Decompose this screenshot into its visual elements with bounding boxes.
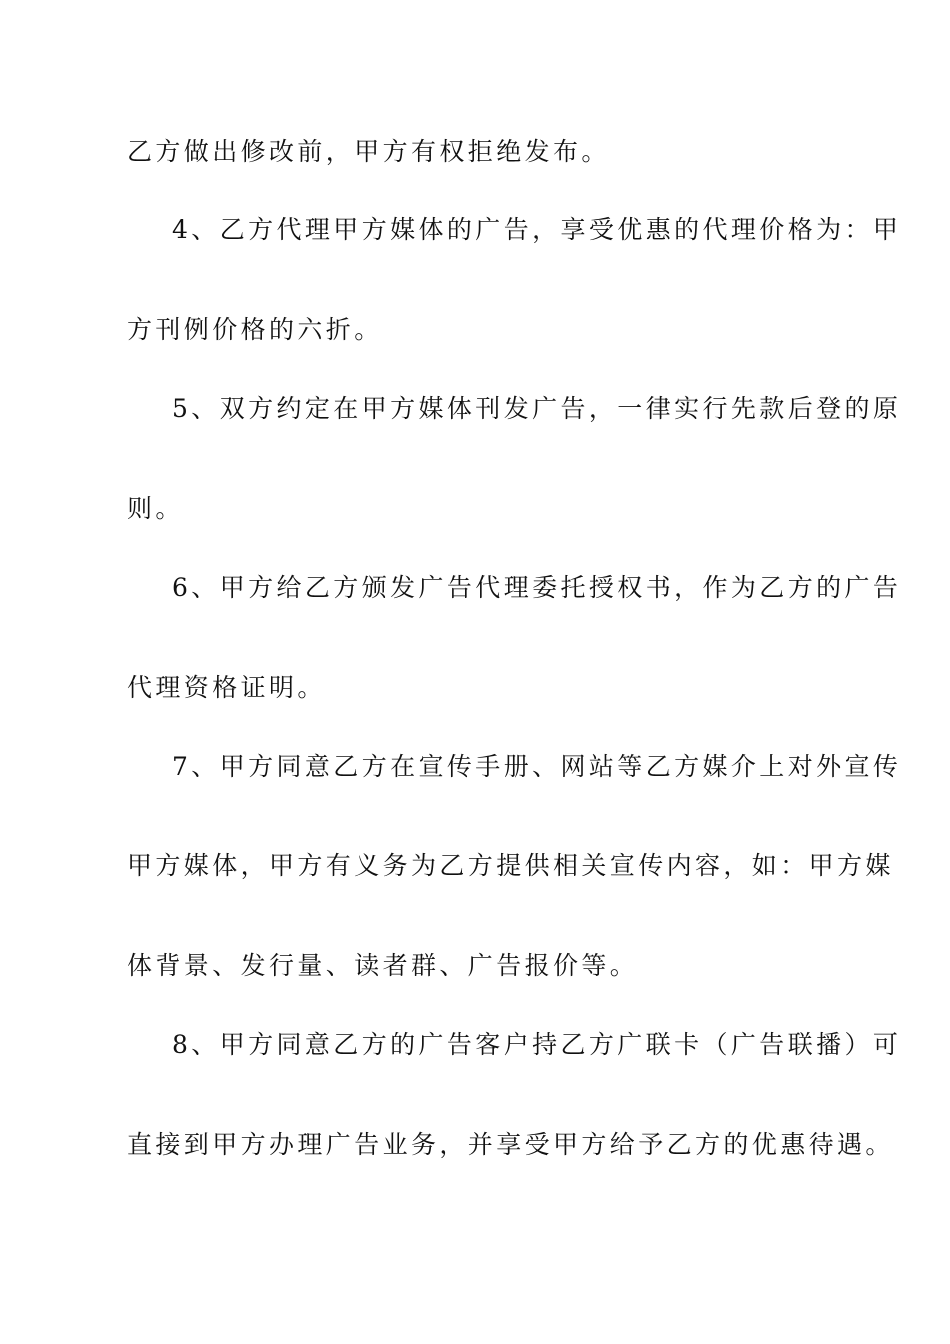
clause-6-line-2: 代理资格证明。 — [127, 673, 326, 702]
text-line-1: 乙方做出修改前，甲方有权拒绝发布。 — [127, 137, 610, 166]
clause-7-line-3: 体背景、发行量、读者群、广告报价等。 — [127, 951, 639, 980]
clause-4-line-1: 4、乙方代理甲方媒体的广告，享受优惠的代理价格为：甲 — [172, 215, 902, 244]
clause-7-line-1: 7、甲方同意乙方在宣传手册、网站等乙方媒介上对外宣传 — [172, 752, 902, 781]
clause-8-line-2: 直接到甲方办理广告业务，并享受甲方给予乙方的优惠待遇。 — [127, 1130, 894, 1159]
clause-4-line-2: 方刊例价格的六折。 — [127, 315, 383, 344]
clause-6-line-1: 6、甲方给乙方颁发广告代理委托授权书，作为乙方的广告 — [172, 573, 902, 602]
clause-7-line-2: 甲方媒体，甲方有义务为乙方提供相关宣传内容，如：甲方媒 — [127, 851, 894, 880]
clause-5-line-1: 5、双方约定在甲方媒体刊发广告，一律实行先款后登的原 — [172, 394, 902, 423]
clause-5-line-2: 则。 — [127, 494, 184, 523]
clause-8-line-1: 8、甲方同意乙方的广告客户持乙方广联卡（广告联播）可 — [172, 1030, 902, 1059]
